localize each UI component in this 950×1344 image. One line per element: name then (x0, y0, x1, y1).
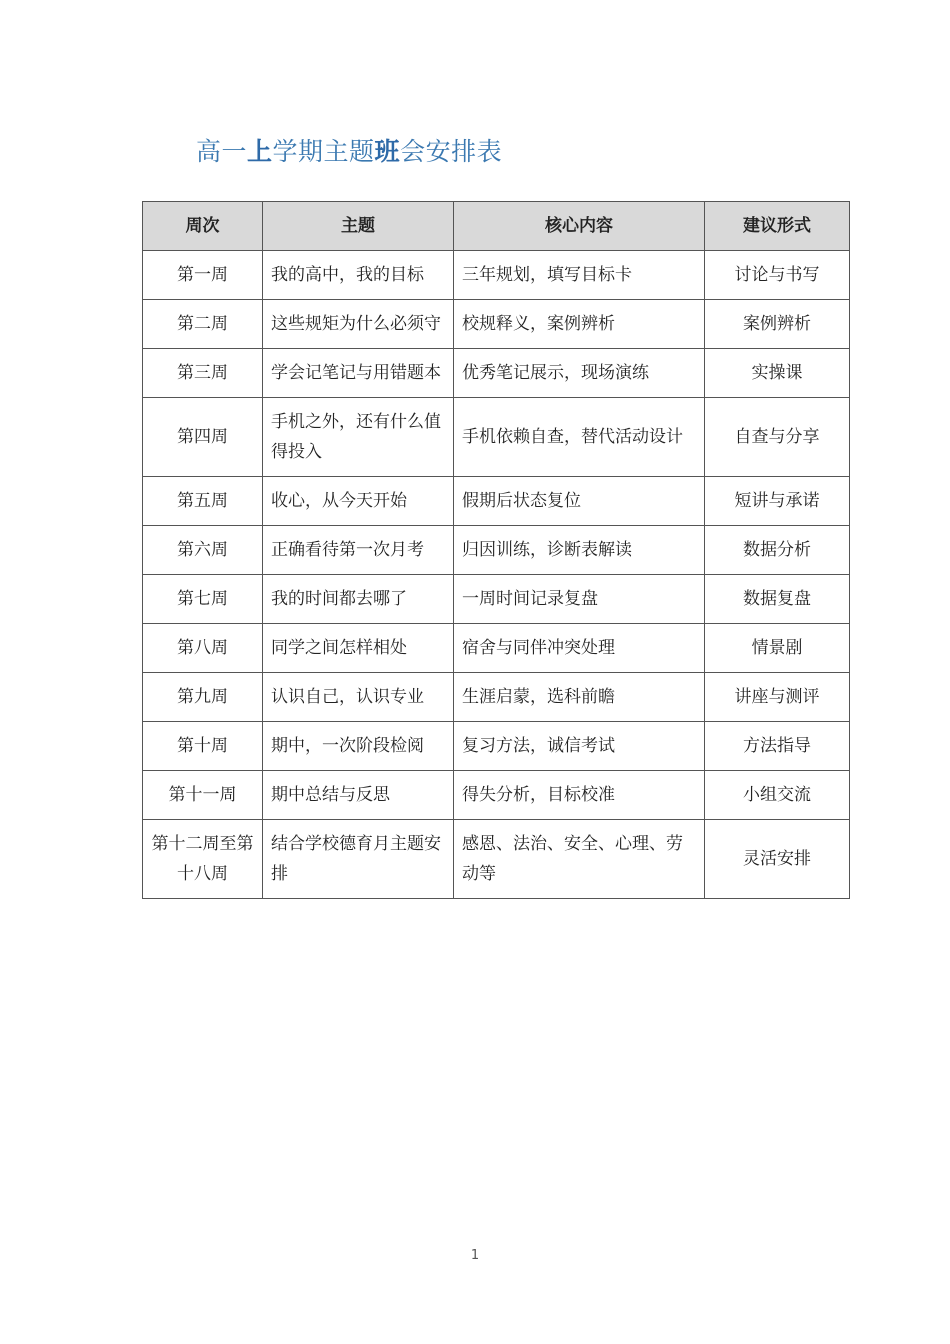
title-part-1: 高一 (196, 137, 248, 166)
topic-cell: 认识自己，认识专业 (263, 673, 454, 722)
form-cell: 案例辨析 (705, 300, 850, 349)
week-cell: 第十二周至第十八周 (143, 820, 263, 899)
table-row (143, 477, 850, 526)
topic-cell: 手机之外，还有什么值得投入 (263, 398, 454, 477)
content-cell: 生涯启蒙，选科前瞻 (454, 673, 705, 722)
content-cell: 三年规划，填写目标卡 (454, 251, 705, 300)
header-topic: 主题 (263, 202, 454, 251)
content-cell: 得失分析，目标校准 (454, 771, 705, 820)
table-row (143, 820, 850, 899)
topic-cell: 正确看待第一次月考 (263, 526, 454, 575)
topic-cell: 期中总结与反思 (263, 771, 454, 820)
week-cell: 第六周 (143, 526, 263, 575)
table-row (143, 349, 850, 398)
week-cell: 第四周 (143, 398, 263, 477)
table-row (143, 251, 850, 300)
content-cell: 校规释义，案例辨析 (454, 300, 705, 349)
form-cell: 讨论与书写 (705, 251, 850, 300)
form-cell: 自查与分享 (705, 398, 850, 477)
topic-cell: 收心，从今天开始 (263, 477, 454, 526)
topic-cell: 结合学校德育月主题安排 (263, 820, 454, 899)
topic-cell: 我的高中，我的目标 (263, 251, 454, 300)
form-cell: 数据复盘 (705, 575, 850, 624)
table-row (143, 398, 850, 477)
topic-cell: 这些规矩为什么必须守 (263, 300, 454, 349)
form-cell: 短讲与承诺 (705, 477, 850, 526)
topic-cell: 期中，一次阶段检阅 (263, 722, 454, 771)
content-cell: 归因训练，诊断表解读 (454, 526, 705, 575)
page-number: 1 (470, 1248, 480, 1263)
week-cell: 第八周 (143, 624, 263, 673)
form-cell: 情景剧 (705, 624, 850, 673)
header-content: 核心内容 (454, 202, 705, 251)
title-part-2: 上 (247, 137, 273, 166)
table-row (143, 624, 850, 673)
form-cell: 灵活安排 (705, 820, 850, 899)
content-cell: 手机依赖自查，替代活动设计 (454, 398, 705, 477)
week-cell: 第二周 (143, 300, 263, 349)
topic-cell: 学会记笔记与用错题本 (263, 349, 454, 398)
table-row (143, 526, 850, 575)
table-row (143, 722, 850, 771)
table-row (143, 300, 850, 349)
page-title (196, 132, 502, 168)
content-cell: 一周时间记录复盘 (454, 575, 705, 624)
form-cell: 讲座与测评 (705, 673, 850, 722)
content-cell: 复习方法，诚信考试 (454, 722, 705, 771)
week-cell: 第一周 (143, 251, 263, 300)
topic-cell: 我的时间都去哪了 (263, 575, 454, 624)
title-part-4: 班 (374, 137, 401, 166)
header-week: 周次 (143, 202, 263, 251)
content-cell: 感恩、法治、安全、心理、劳动等 (454, 820, 705, 899)
form-cell: 实操课 (705, 349, 850, 398)
content-cell: 优秀笔记展示，现场演练 (454, 349, 705, 398)
content-cell: 假期后状态复位 (454, 477, 705, 526)
week-cell: 第十周 (143, 722, 263, 771)
table-row (143, 673, 850, 722)
table-header-row (143, 202, 850, 251)
week-cell: 第五周 (143, 477, 263, 526)
form-cell: 数据分析 (705, 526, 850, 575)
header-form: 建议形式 (705, 202, 850, 251)
week-cell: 第七周 (143, 575, 263, 624)
title-part-3: 学期主题 (272, 137, 375, 166)
form-cell: 小组交流 (705, 771, 850, 820)
week-cell: 第十一周 (143, 771, 263, 820)
schedule-table (142, 201, 850, 899)
week-cell: 第三周 (143, 349, 263, 398)
topic-cell: 同学之间怎样相处 (263, 624, 454, 673)
form-cell: 方法指导 (705, 722, 850, 771)
table-row (143, 575, 850, 624)
title-part-5: 会安排表 (400, 137, 503, 166)
content-cell: 宿舍与同伴冲突处理 (454, 624, 705, 673)
table-row (143, 771, 850, 820)
week-cell: 第九周 (143, 673, 263, 722)
